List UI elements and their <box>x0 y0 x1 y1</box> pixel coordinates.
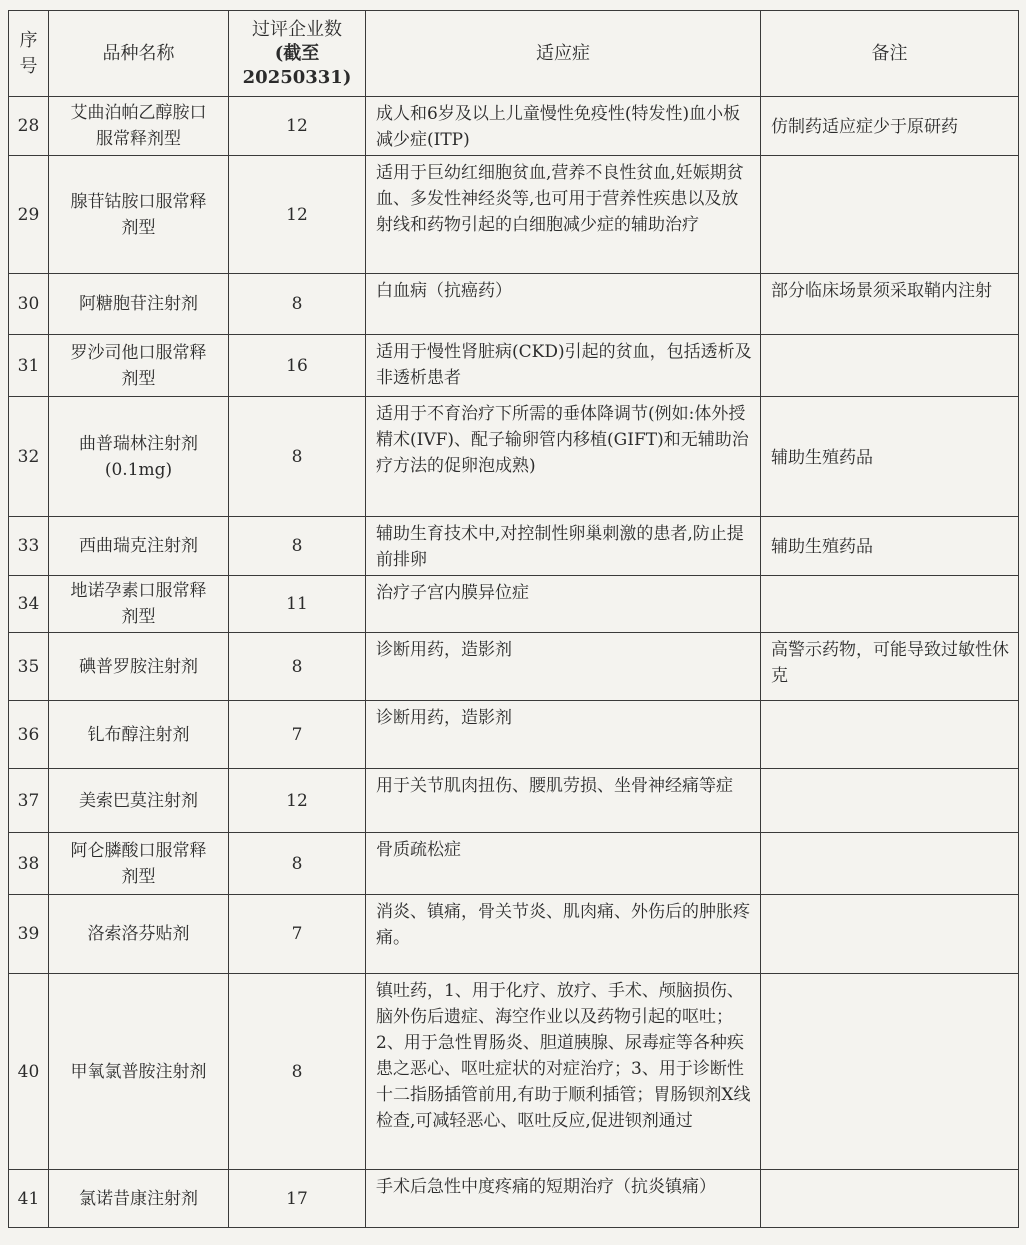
drug-name: 腺苷钴胺口服常释剂型 <box>49 156 229 274</box>
table-row <box>9 397 1019 517</box>
row-no: 33 <box>9 517 49 576</box>
table-row <box>9 1170 1019 1228</box>
row-no: 38 <box>9 833 49 895</box>
note: 仿制药适应症少于原研药 <box>761 97 1019 156</box>
indication: 用于关节肌肉扭伤、腰肌劳损、坐骨神经痛等症 <box>366 769 761 833</box>
row-no: 35 <box>9 633 49 701</box>
table-row <box>9 576 1019 633</box>
header-no: 序号 <box>9 11 49 97</box>
table-row <box>9 701 1019 769</box>
header-count-line3: 20250331) <box>242 66 352 88</box>
company-count: 8 <box>229 397 366 517</box>
indication: 适用于巨幼红细胞贫血,营养不良性贫血,妊娠期贫血、多发性神经炎等,也可用于营养性疾患以及放射线和药物引起的白细胞减少症的辅助治疗 <box>366 156 761 274</box>
note <box>761 769 1019 833</box>
row-no: 32 <box>9 397 49 517</box>
row-no: 41 <box>9 1170 49 1228</box>
drug-name: 阿糖胞苷注射剂 <box>49 274 229 335</box>
company-count: 7 <box>229 701 366 769</box>
drug-name: 罗沙司他口服常释剂型 <box>49 335 229 397</box>
company-count: 8 <box>229 974 366 1170</box>
indication: 诊断用药，造影剂 <box>366 701 761 769</box>
company-count: 12 <box>229 97 366 156</box>
header-row <box>9 11 1019 97</box>
table-row <box>9 517 1019 576</box>
indication: 诊断用药，造影剂 <box>366 633 761 701</box>
note <box>761 833 1019 895</box>
company-count: 12 <box>229 769 366 833</box>
row-no: 34 <box>9 576 49 633</box>
indication: 白血病（抗癌药） <box>366 274 761 335</box>
indication: 骨质疏松症 <box>366 833 761 895</box>
note <box>761 335 1019 397</box>
company-count: 8 <box>229 633 366 701</box>
indication: 治疗子宫内膜异位症 <box>366 576 761 633</box>
table-row <box>9 97 1019 156</box>
row-no: 37 <box>9 769 49 833</box>
indication: 适用于慢性肾脏病(CKD)引起的贫血，包括透析及非透析患者 <box>366 335 761 397</box>
row-no: 31 <box>9 335 49 397</box>
header-count-line1: 过评企业数 <box>252 18 342 40</box>
indication: 成人和6岁及以上儿童慢性免疫性(特发性)血小板减少症(ITP) <box>366 97 761 156</box>
header-name: 品种名称 <box>49 11 229 97</box>
company-count: 7 <box>229 895 366 974</box>
table-row <box>9 895 1019 974</box>
drug-name: 美索巴莫注射剂 <box>49 769 229 833</box>
drug-name: 氯诺昔康注射剂 <box>49 1170 229 1228</box>
drug-name: 甲氧氯普胺注射剂 <box>49 974 229 1170</box>
drug-name: 碘普罗胺注射剂 <box>49 633 229 701</box>
note <box>761 1170 1019 1228</box>
company-count: 17 <box>229 1170 366 1228</box>
table-row <box>9 633 1019 701</box>
company-count: 16 <box>229 335 366 397</box>
company-count: 8 <box>229 517 366 576</box>
drug-name: 地诺孕素口服常释剂型 <box>49 576 229 633</box>
drug-list-table <box>8 10 1019 1228</box>
note: 高警示药物，可能导致过敏性休克 <box>761 633 1019 701</box>
indication: 手术后急性中度疼痛的短期治疗（抗炎镇痛） <box>366 1170 761 1228</box>
note <box>761 576 1019 633</box>
row-no: 30 <box>9 274 49 335</box>
drug-name: 钆布醇注射剂 <box>49 701 229 769</box>
table-row <box>9 274 1019 335</box>
drug-name: 曲普瑞林注射剂(0.1mg) <box>49 397 229 517</box>
table-row <box>9 974 1019 1170</box>
note <box>761 895 1019 974</box>
note: 辅助生殖药品 <box>761 517 1019 576</box>
row-no: 28 <box>9 97 49 156</box>
note <box>761 701 1019 769</box>
note <box>761 156 1019 274</box>
company-count: 8 <box>229 274 366 335</box>
table-row <box>9 769 1019 833</box>
indication: 镇吐药，1、用于化疗、放疗、手术、颅脑损伤、脑外伤后遗症、海空作业以及药物引起的呕吐；2、用于急性胃肠炎、胆道胰腺、尿毒症等各种疾患之恶心、呕吐症状的对症治疗；3、用于诊断性十二指肠插管前用,有助于顺利插管；胃肠钡剂X线检查,可减轻恶心、呕吐反应,促进钡剂通过 <box>366 974 761 1170</box>
company-count: 12 <box>229 156 366 274</box>
header-count <box>229 11 366 97</box>
company-count: 8 <box>229 833 366 895</box>
row-no: 29 <box>9 156 49 274</box>
drug-name: 阿仑膦酸口服常释剂型 <box>49 833 229 895</box>
company-count: 11 <box>229 576 366 633</box>
drug-name: 艾曲泊帕乙醇胺口服常释剂型 <box>49 97 229 156</box>
note <box>761 974 1019 1170</box>
table-row <box>9 156 1019 274</box>
header-note: 备注 <box>761 11 1019 97</box>
header-count-line2: (截至 <box>274 42 320 64</box>
drug-name: 洛索洛芬贴剂 <box>49 895 229 974</box>
table-row <box>9 335 1019 397</box>
indication: 辅助生育技术中,对控制性卵巢刺激的患者,防止提前排卵 <box>366 517 761 576</box>
table-row <box>9 833 1019 895</box>
indication: 适用于不育治疗下所需的垂体降调节(例如:体外授精术(IVF)、配子输卵管内移植(GIFT)和无辅助治疗方法的促卵泡成熟) <box>366 397 761 517</box>
note: 辅助生殖药品 <box>761 397 1019 517</box>
indication: 消炎、镇痛，骨关节炎、肌肉痛、外伤后的肿胀疼痛。 <box>366 895 761 974</box>
header-indication: 适应症 <box>366 11 761 97</box>
note: 部分临床场景须采取鞘内注射 <box>761 274 1019 335</box>
drug-name: 西曲瑞克注射剂 <box>49 517 229 576</box>
row-no: 39 <box>9 895 49 974</box>
row-no: 40 <box>9 974 49 1170</box>
row-no: 36 <box>9 701 49 769</box>
